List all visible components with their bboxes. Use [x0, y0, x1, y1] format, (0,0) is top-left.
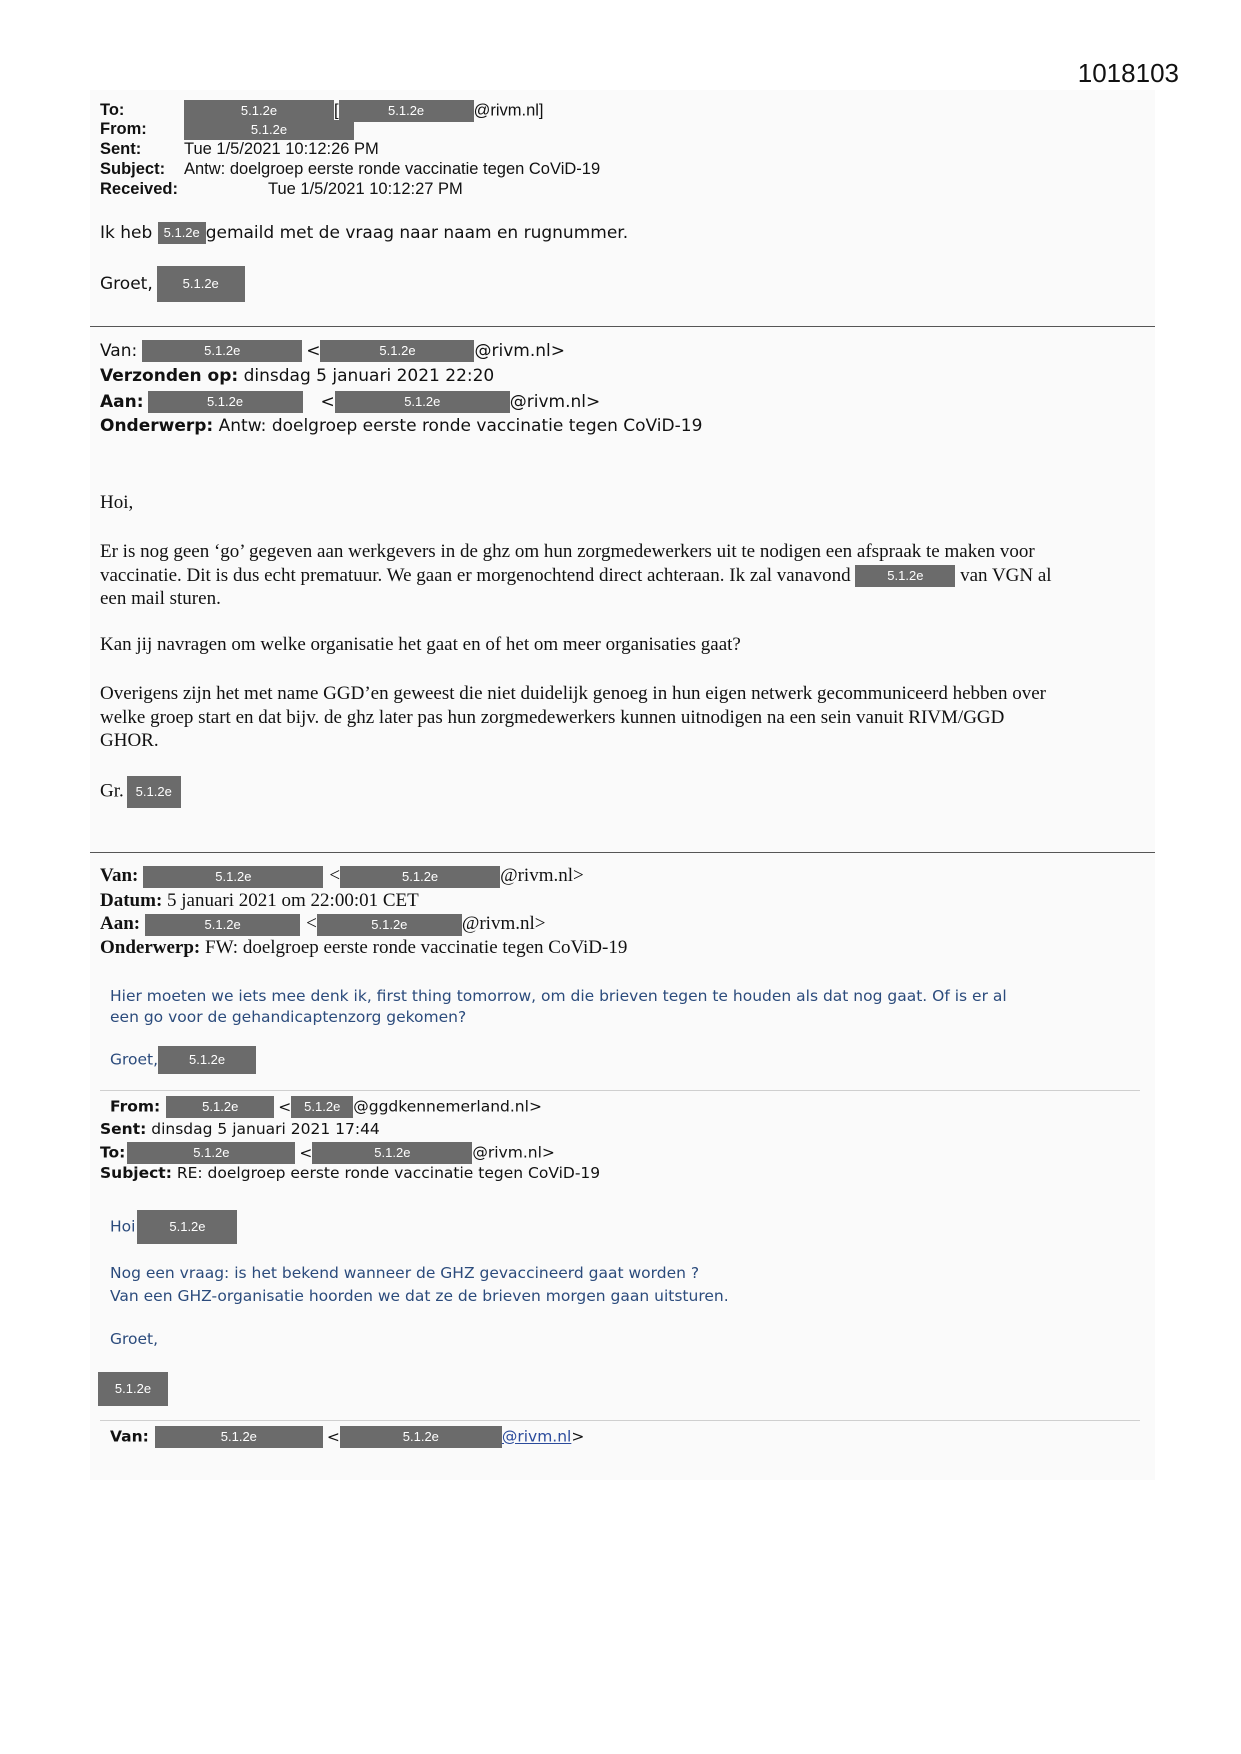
aan-label: Aan:: [100, 913, 141, 934]
email2-van-row: [100, 340, 565, 362]
lt: <: [329, 865, 341, 886]
subject-value: Antw: doelgroep eerste ronde vaccinatie tegen CoViD-19: [184, 160, 601, 178]
subject-label: Subject:: [100, 1164, 172, 1182]
van-domain: @rivm.nl>: [500, 865, 584, 886]
lt: <: [278, 1097, 292, 1116]
redaction-box: 5.1.2e: [855, 565, 955, 587]
text-line: welke groep start en dat bijv. de ghz later pas hun zorgmedewerkers kunnen uitnodigen na een sein vanuit RIVM/GGD: [100, 706, 1005, 728]
email4-subject-row: [100, 1164, 600, 1182]
text: van VGN al: [960, 564, 1052, 586]
lt: <: [299, 1143, 313, 1162]
redaction-box: 5.1.2e: [148, 391, 303, 413]
redaction-box: 5.1.2e: [335, 391, 510, 413]
to-label: To:: [100, 101, 125, 120]
van-label: Van:: [100, 865, 139, 886]
subject-label: Onderwerp:: [100, 937, 201, 958]
separator-line: [90, 326, 1155, 327]
email1-greeting: [100, 266, 245, 302]
date-label: Datum:: [100, 890, 163, 911]
email1-to-row: [100, 100, 544, 122]
aan-label: Aan:: [100, 392, 144, 412]
email4-to-row: [100, 1142, 555, 1164]
email1-sent-row: [100, 140, 379, 159]
email2-paragraph-3: [100, 682, 1145, 753]
text-line: Hier moeten we iets mee denk ik, first thing tomorrow, om die brieven tegen te houden als dat nog gaat. Of is er al: [110, 987, 1007, 1005]
redaction-box: 5.1.2e: [142, 340, 302, 362]
email4-signature: [98, 1372, 168, 1406]
van-domain: @rivm.nl>: [474, 341, 565, 361]
bracket: [: [334, 101, 339, 120]
email4-hoi: [110, 1210, 237, 1244]
gt: >: [571, 1427, 585, 1446]
to-domain: @rivm.nl>: [472, 1143, 555, 1162]
date-value: 5 januari 2021 om 22:00:01 CET: [162, 890, 419, 911]
redaction-box: 5.1.2e: [312, 1142, 472, 1164]
separator-line: [100, 1090, 1140, 1091]
email1-subject-row: [100, 160, 600, 179]
received-value: Tue 1/5/2021 10:12:27 PM: [268, 180, 463, 198]
redaction-box: 5.1.2e: [158, 1046, 256, 1074]
email4-greeting: Groet,: [110, 1330, 159, 1348]
text-line: een go voor de gehandicaptenzorg gekomen?: [110, 1008, 467, 1026]
sent-label: Sent:: [100, 140, 142, 158]
document-number: 1018103: [1077, 58, 1179, 88]
redaction-box: 5.1.2e: [166, 1096, 274, 1118]
email-link[interactable]: @rivm.nl: [501, 1427, 572, 1446]
email2-paragraph-2: Kan jij navragen om welke organisatie het gaat en of het om meer organisaties gaat?: [100, 634, 741, 655]
from-label: From:: [100, 120, 147, 139]
subject-label: Onderwerp:: [100, 416, 214, 436]
sent-value: dinsdag 5 januari 2021 22:20: [238, 366, 495, 386]
subject-value: FW: doelgroep eerste ronde vaccinatie tegen CoViD-19: [200, 937, 628, 958]
redaction-box: 5.1.2e: [158, 222, 206, 244]
redaction-box: 5.1.2e: [137, 1210, 237, 1244]
email3-van-row: [100, 865, 584, 888]
email3-date-row: [100, 890, 419, 912]
redaction-box: 5.1.2e: [143, 866, 323, 888]
redaction-box: 5.1.2e: [127, 1142, 295, 1164]
email2-sent-row: [100, 366, 494, 386]
email2-paragraph-1: [100, 540, 1145, 611]
sent-label: Verzonden op:: [100, 366, 239, 386]
text-line: Van een GHZ-organisatie hoorden we dat ze de brieven morgen gaan uitsturen.: [110, 1287, 729, 1305]
aan-domain: @rivm.nl>: [509, 392, 601, 412]
subject-value: RE: doelgroep eerste ronde vaccinatie tegen CoViD-19: [171, 1164, 601, 1182]
body-text: Ik heb: [100, 223, 158, 243]
email1-received-row: [100, 180, 463, 199]
email2-aan-row: [100, 391, 600, 413]
email3-aan-row: [100, 913, 545, 936]
redaction-box: 5.1.2e: [340, 866, 500, 888]
separator-line: [100, 1420, 1140, 1421]
email2-subject-row: [100, 416, 702, 436]
email1-from-row: [100, 120, 354, 140]
email4-from-row: [110, 1096, 542, 1118]
separator-line: [90, 852, 1155, 853]
redaction-box: 5.1.2e: [291, 1096, 353, 1118]
email2-hoi: Hoi,: [100, 492, 134, 513]
from-domain: @ggdkennemerland.nl>: [353, 1097, 542, 1116]
greeting-text: Groet,: [100, 274, 153, 294]
van-label: Van:: [110, 1427, 149, 1446]
redaction-box: 5.1.2e: [145, 914, 300, 936]
redaction-box: 5.1.2e: [127, 776, 181, 808]
text-line: een mail sturen.: [100, 588, 221, 610]
redaction-box: 5.1.2e: [339, 100, 474, 122]
signoff-text: Gr.: [100, 780, 124, 802]
text-line: [100, 564, 1145, 588]
email1-body: [100, 222, 628, 244]
text-line: Nog een vraag: is het bekend wanneer de GHZ gevaccineerd gaat worden ?: [110, 1264, 700, 1282]
redaction-box: 5.1.2e: [155, 1426, 323, 1448]
body-text: gemaild met de vraag naar naam en rugnummer.: [205, 223, 629, 243]
redaction-box: 5.1.2e: [157, 266, 245, 302]
text-line: GHOR.: [100, 730, 159, 751]
redaction-box: 5.1.2e: [184, 100, 334, 122]
redaction-box: 5.1.2e: [320, 340, 474, 362]
redaction-box: 5.1.2e: [184, 120, 354, 140]
greeting-text: Groet,: [110, 1050, 159, 1069]
lt: <: [306, 913, 317, 934]
subject-value: Antw: doelgroep eerste ronde vaccinatie tegen CoViD-19: [213, 416, 703, 436]
to-label: To:: [100, 1143, 126, 1162]
redaction-box: 5.1.2e: [340, 1426, 502, 1448]
redaction-box: 5.1.2e: [317, 914, 462, 936]
sent-value: dinsdag 5 januari 2021 17:44: [146, 1120, 380, 1138]
hoi-text: Hoi: [110, 1217, 136, 1236]
sent-value: Tue 1/5/2021 10:12:26 PM: [184, 140, 379, 158]
lt: <: [326, 1427, 340, 1446]
text-line: Overigens zijn het met name GGD’en geweest die niet duidelijk genoeg in hun eigen netwerk gecommuniceerd hebben over: [100, 683, 1046, 704]
email4-sent-row: [100, 1120, 380, 1138]
email5-van-row: [110, 1426, 584, 1448]
text-line: Er is nog geen ‘go’ gegeven aan werkgevers in de ghz om hun zorgmedewerkers uit te nodigen een afspraak te maken voor: [100, 541, 1035, 562]
received-label: Received:: [100, 180, 178, 198]
lt: <: [320, 392, 335, 412]
redaction-box: 5.1.2e: [98, 1372, 168, 1406]
subject-label: Subject:: [100, 160, 166, 178]
van-label: Van:: [100, 341, 138, 361]
to-domain: @rivm.nl]: [473, 101, 544, 120]
aan-domain: @rivm.nl>: [461, 913, 546, 934]
email4-body: [110, 1262, 1155, 1308]
from-label: From:: [110, 1097, 161, 1116]
sent-label: Sent:: [100, 1120, 147, 1138]
lt: <: [306, 341, 321, 361]
text: vaccinatie. Dit is dus echt prematuur. We gaan er morgenochtend direct achteraan. Ik zal vanavond: [100, 564, 851, 586]
email2-signoff: [100, 776, 181, 808]
email3-subject-row: [100, 937, 627, 959]
email3-body: [110, 986, 1155, 1028]
email3-greeting: [110, 1046, 256, 1074]
